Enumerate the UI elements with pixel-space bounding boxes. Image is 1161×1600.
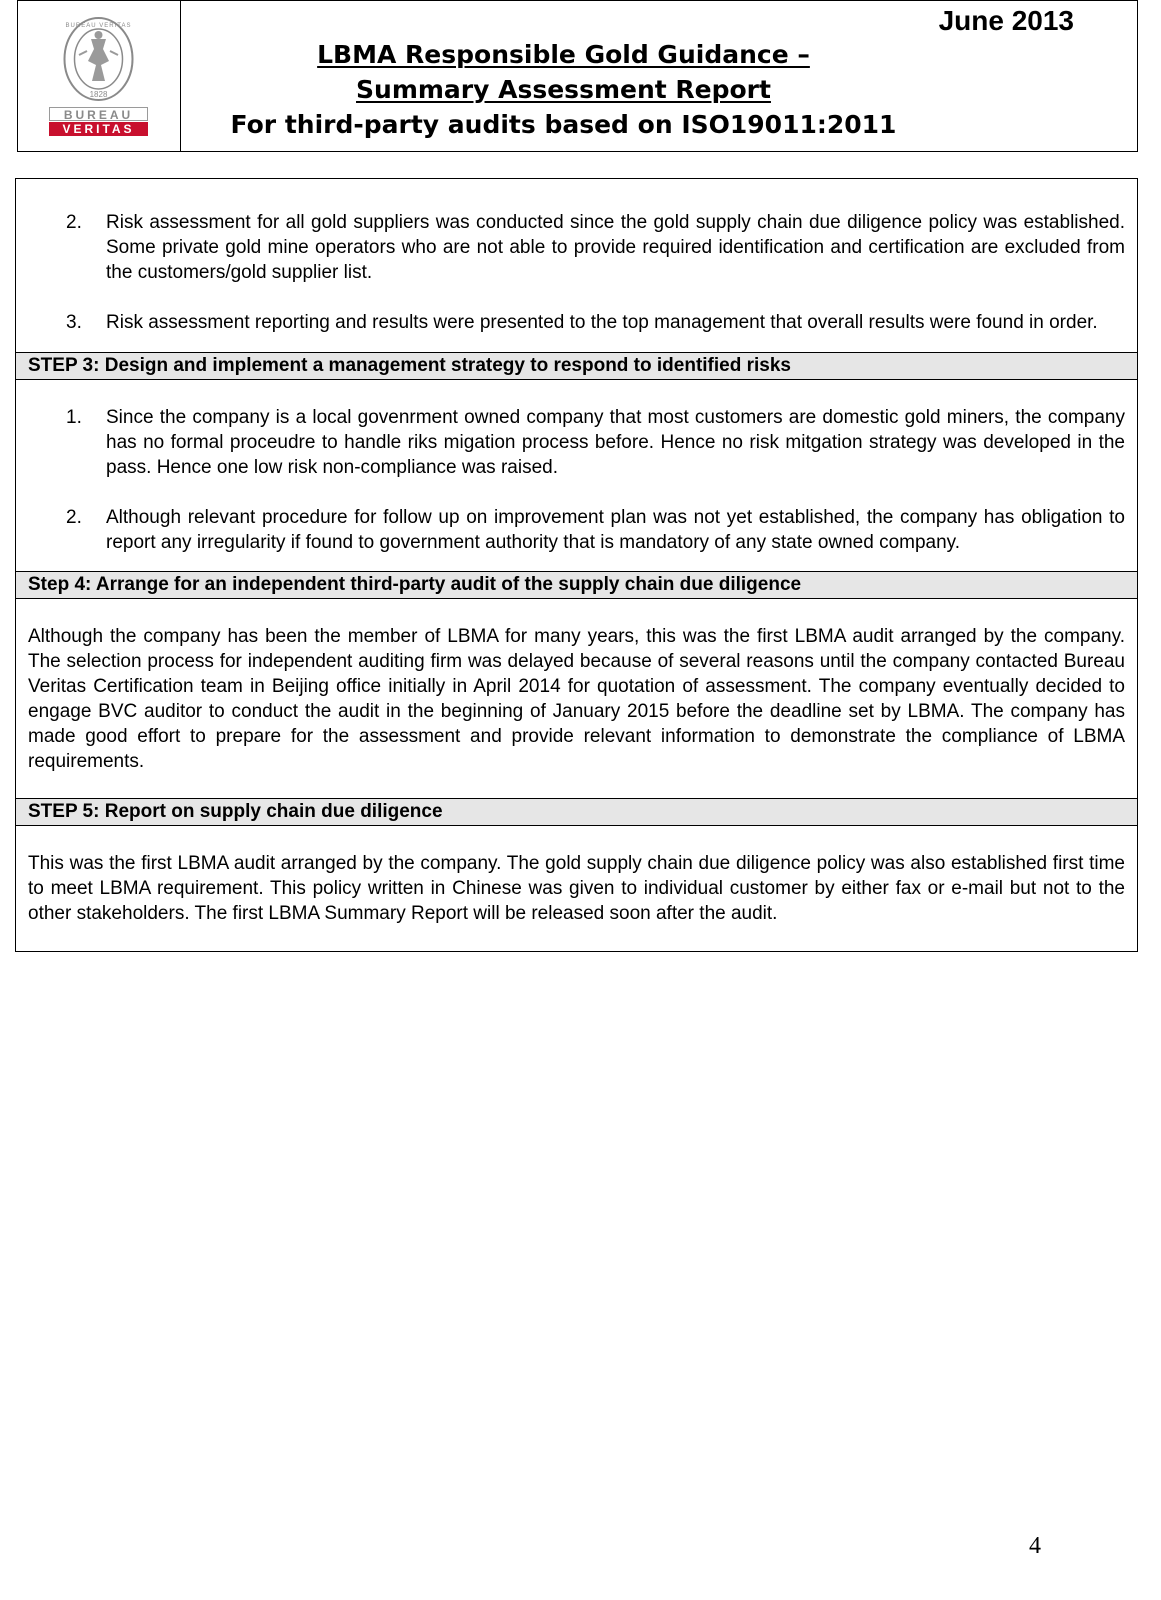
logo-cell [18,1,181,151]
step3-section [16,380,1137,555]
step4-paragraph: Although the company has been the member of LBMA for many years, this was the first LBMA audit arranged by the company. The selection process for independent auditing firm was delayed because of several reasons until the company contacted Bureau Veritas Certification team in Beijing office initially in April 2014 for quotation of assessment. The company eventually decided to engage BVC auditor to conduct the audit in the beginning of January 2015 before the deadline set by LBMA. The company has made good effort to prepare for the assessment and provide relevant information to demonstrate the compliance of LBMA requirements. [28,626,1125,772]
seal-year: 1828 [89,90,108,99]
logo-brand-bureau: BUREAU [49,107,148,121]
title-line-3: For third-party audits based on ISO19011:2011 [230,110,897,139]
page-number: 4 [1029,1533,1041,1559]
item-number: 2. [66,212,82,233]
item-text: Risk assessment reporting and results were presented to the top management that overall results were found in order. [106,312,1098,333]
seal-text: BUREAU VERITAS [65,23,132,29]
step2-continued-section [16,179,1137,335]
item-text: Risk assessment for all gold suppliers was conducted since the gold supply chain due diligence policy was established. Some private gold mine operators who are not able to provide required identification and certification are excluded from the customers/gold supplier list. [106,212,1125,283]
logo-brand-veritas: VERITAS [49,122,148,136]
step3-heading: STEP 3: Design and implement a management strategy to respond to identified risks [16,352,1137,380]
assessment-content-box [15,178,1138,952]
title-line-1: LBMA Responsible Gold Guidance – [317,40,810,69]
step4-heading: Step 4: Arrange for an independent third-party audit of the supply chain due diligence [16,571,1137,599]
list-item [28,310,1125,335]
list-item [28,405,1125,480]
item-number: 2. [66,507,82,528]
item-number: 1. [66,407,82,428]
item-text: Since the company is a local govenrment owned company that most customers are domestic gold miners, the company has no formal proceudre to handle riks migation process before. Hence no risk mitgation strategy was developed in the pass. Hence one low risk non-compliance was raised. [106,407,1125,478]
list-item [28,505,1125,555]
step5-paragraph: This was the first LBMA audit arranged by the company. The gold supply chain due diligence policy was also established first time to meet LBMA requirement. This policy written in Chinese was given to individual customer by either fax or e-mail but not to the other stakeholders. The first LBMA Summary Report will be released soon after the audit. [28,853,1125,924]
bureau-veritas-seal-icon [49,15,148,103]
step5-section [16,826,1137,951]
title-line-2: Summary Assessment Report [356,75,771,104]
step5-heading: STEP 5: Report on supply chain due diligence [16,798,1137,826]
item-text: Although relevant procedure for follow up on improvement plan was not yet established, the company has obligation to report any irregularity if found to government authority that is mandatory of any state owned company. [106,507,1125,553]
intro-list [28,210,1125,335]
list-item [28,210,1125,285]
step4-section [16,599,1137,798]
step3-list [28,405,1125,555]
report-date: June 2013 [938,5,1074,36]
item-number: 3. [66,312,82,333]
report-title [180,37,1137,142]
report-header [17,0,1138,152]
